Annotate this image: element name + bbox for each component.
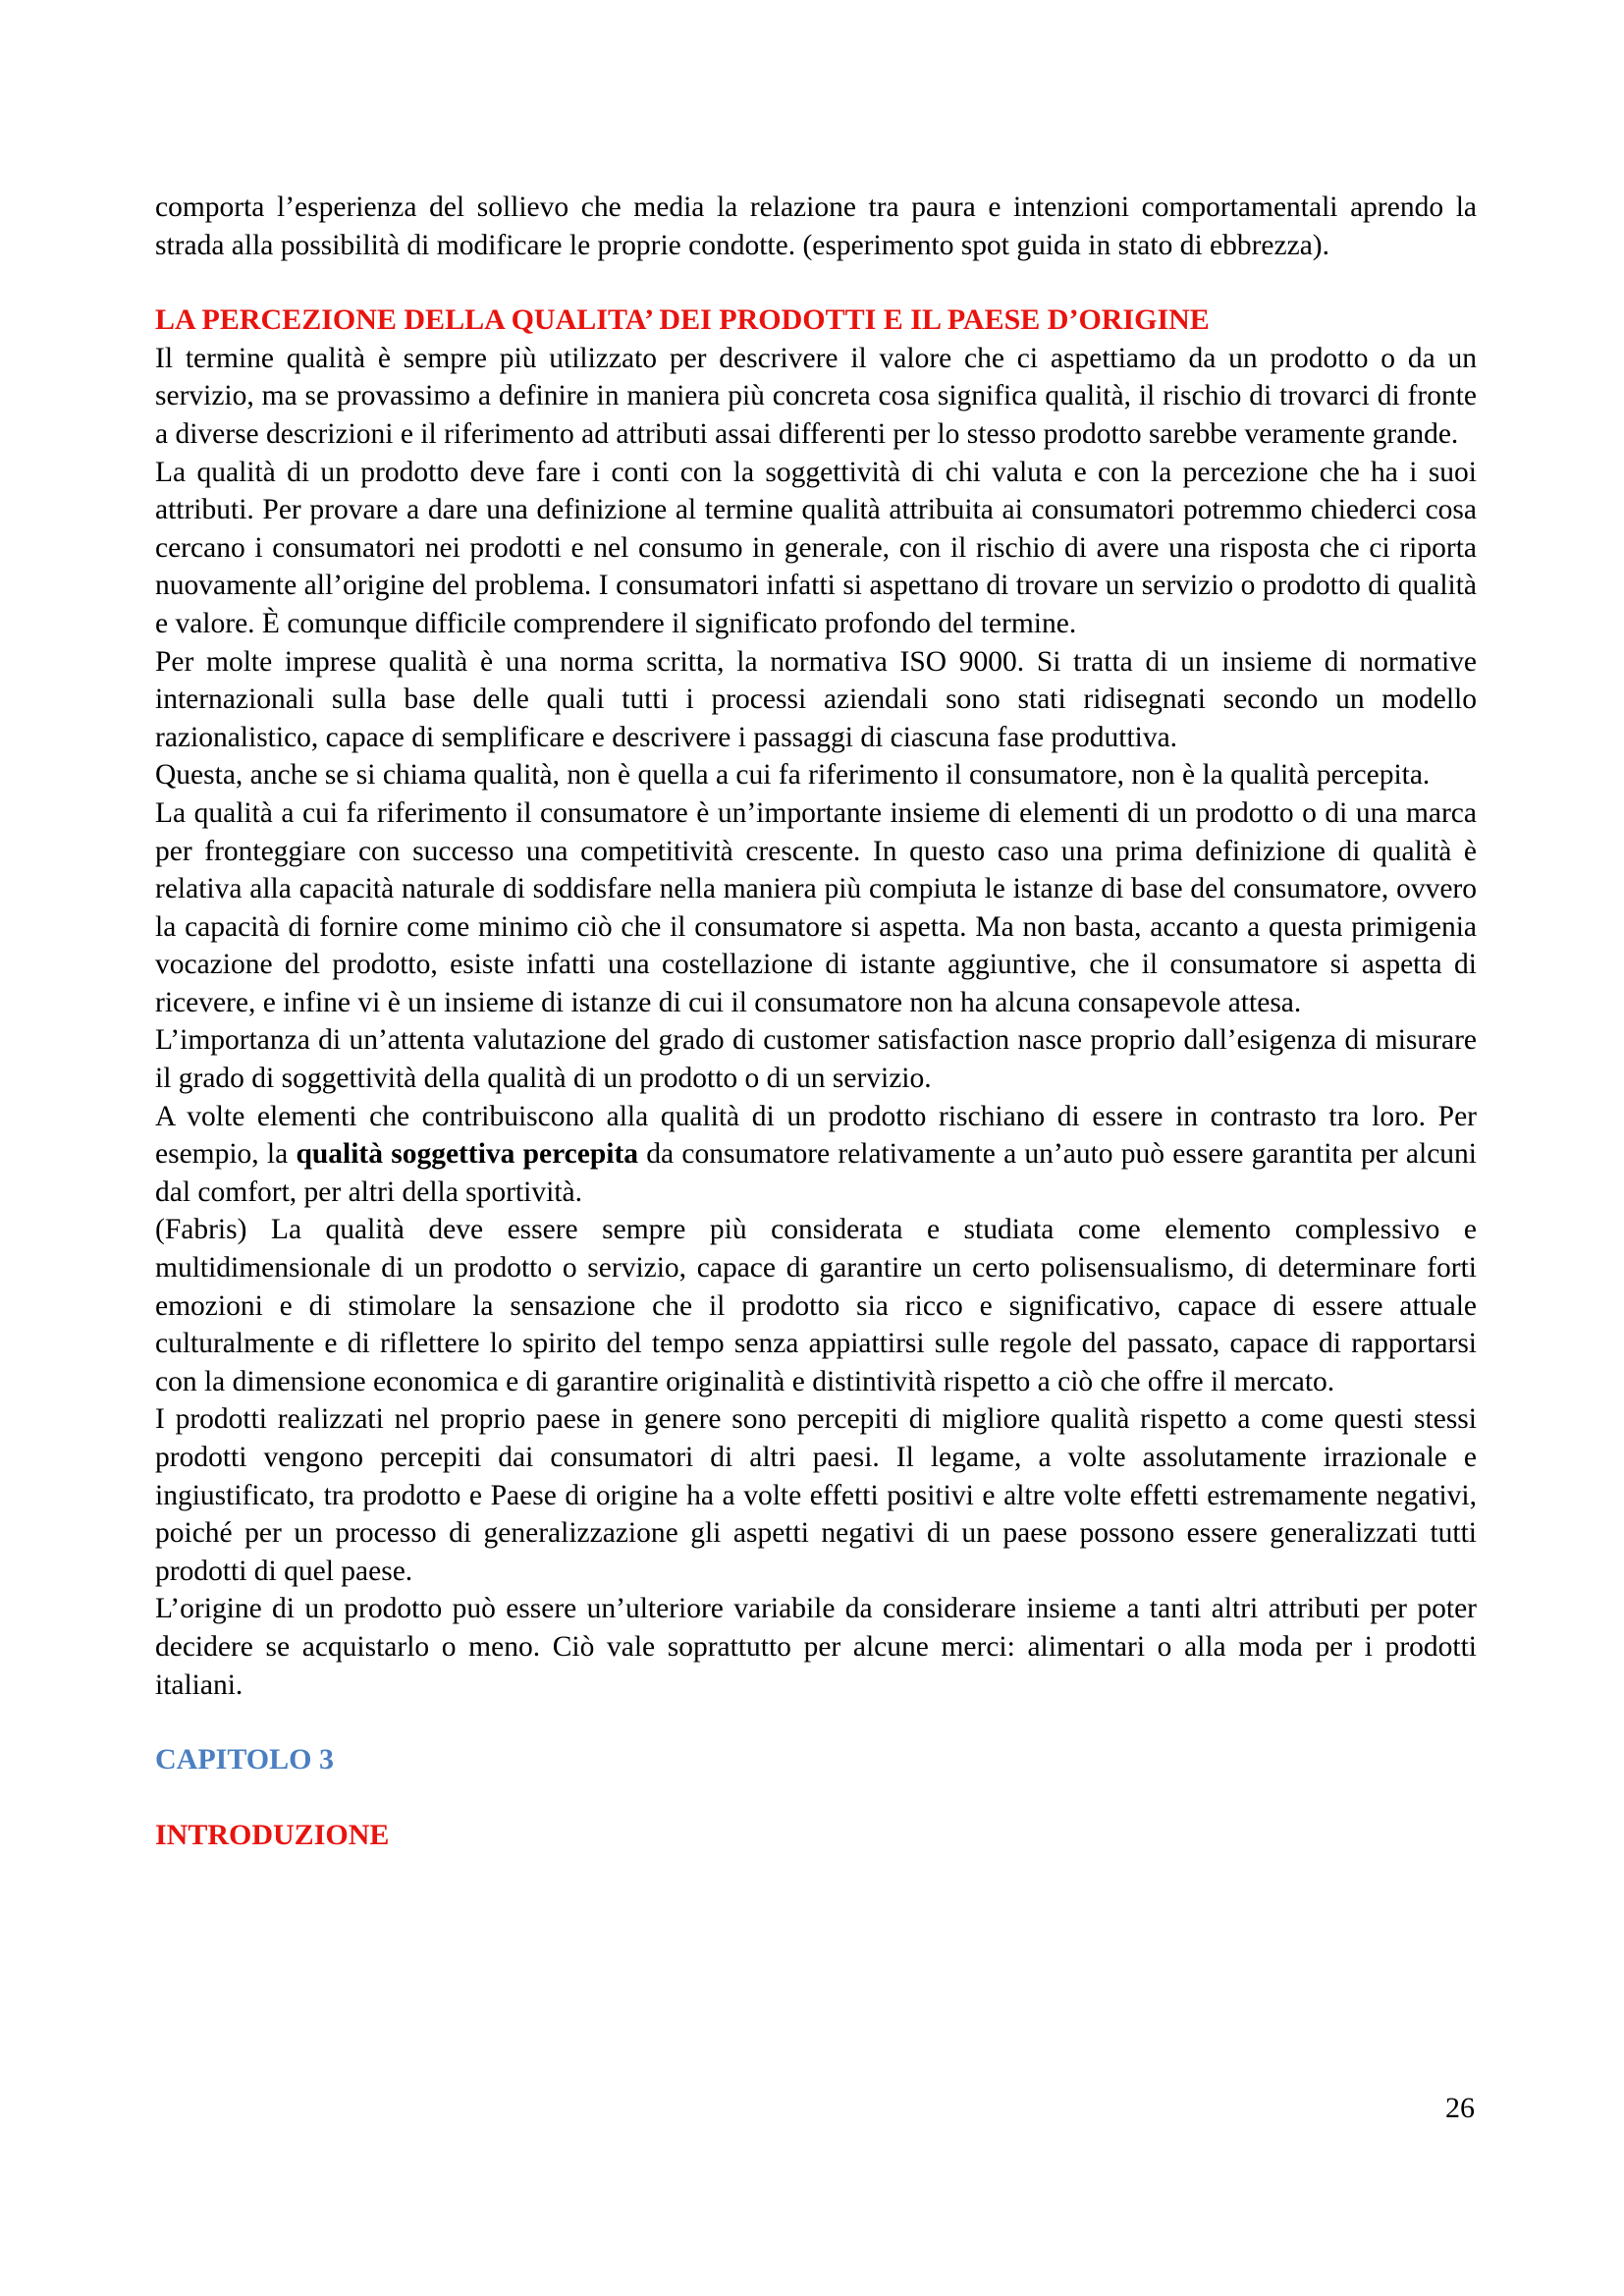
introduction-heading: INTRODUZIONE [155, 1818, 390, 1851]
body-paragraph: (Fabris) La qualità deve essere sempre più considerata e studiata come elemento complessivo e multidimensionale di un prodotto o servizio, capace di garantire un certo polisensualismo, di determinare forti emozioni e di stimolare la sensazione che il prodotto sia ricco e significativo, capace di essere attuale culturalmente e di riflettere lo spirito del tempo senza appiattirsi sulle regole del passato, capace di rapportarsi con la dimensione economica e di garantire originalità e distintività rispetto a ciò che offre il mercato. [155, 1214, 1477, 1397]
body-paragraph: L’importanza di un’attenta valutazione del grado di customer satisfaction nasce proprio dall’esigenza di misurare il grado di soggettività della qualità di un prodotto o di un servizio. [155, 1024, 1477, 1095]
body-paragraph-with-bold [155, 1098, 1477, 1212]
body-paragraph: Per molte imprese qualità è una norma scritta, la normativa ISO 9000. Si tratta di un insieme di normative internazionali sulla base delle quali tutti i processi aziendali sono stati ridisegnati secondo un modello razionalistico, capace di semplificare e descrivere i passaggi di ciascuna fase produttiva. [155, 645, 1477, 753]
bold-phrase: qualità soggettiva percepita [296, 1138, 639, 1171]
section-title: LA PERCEZIONE DELLA QUALITA’ DEI PRODOTTI E IL PAESE D’ORIGINE [155, 303, 1210, 337]
body-paragraph: I prodotti realizzati nel proprio paese in genere sono percepiti di migliore qualità rispetto a come questi stessi prodotti vengono percepiti dai consumatori di altri paesi. Il legame, a volte assolutamente irrazionale e ingiustificato, tra prodotto e Paese di origine ha a volte effetti positivi e altre volte effetti estremamente negativi, poiché per un processo di generalizzazione gli aspetti negativi di un paese possono essere generalizzati tutti prodotti di quel paese. [155, 1403, 1477, 1587]
bold-paragraph-after: da consumatore relativamente a un’auto può essere garantita per alcuni dal comfort, per altri della sportività. [155, 1138, 1477, 1208]
body-paragraph: La qualità a cui fa riferimento il consumatore è un’importante insieme di elementi di un prodotto o di una marca per fronteggiare con successo una competitività crescente. In questo caso una prima definizione di qualità è relativa alla capacità naturale di soddisfare nella maniera più compiuta le istanze di base del consumatore, ovvero la capacità di fornire come minimo ciò che il consumatore si aspetta. Ma non basta, accanto a questa primigenia vocazione del prodotto, esiste infatti una costellazione di istante aggiuntive, che il consumatore si aspetta di ricevere, e infine vi è un insieme di istanze di cui il consumatore non ha alcuna consapevole attesa. [155, 796, 1477, 1018]
page-number: 26 [1445, 2092, 1475, 2124]
body-paragraph: Questa, anche se si chiama qualità, non è quella a cui fa riferimento il consumatore, non è la qualità percepita. [155, 759, 1431, 792]
chapter-heading: CAPITOLO 3 [155, 1743, 334, 1777]
body-paragraph: La qualità di un prodotto deve fare i conti con la soggettività di chi valuta e con la percezione che ha i suoi attributi. Per provare a dare una definizione al termine qualità attribuita ai consumatori potremmo chiederci cosa cercano i consumatori nei prodotti e nel consumo in generale, con il rischio di avere una risposta che ci riporta nuovamente all’origine del problema. I consumatori infatti si aspettano di trovare un servizio o prodotto di qualità e valore. È comunque difficile comprendere il significato profondo del termine. [155, 456, 1477, 639]
bold-paragraph-before: A volte elementi che contribuiscono alla qualità di un prodotto rischiano di essere in contrasto tra loro. Per esempio, la [155, 1100, 1477, 1171]
body-paragraph: L’origine di un prodotto può essere un’ulteriore variabile da considerare insieme a tanti altri attributi per poter decidere se acquistarlo o meno. Ciò vale soprattutto per alcune merci: alimentari o alla moda per i prodotti italiani. [155, 1593, 1477, 1701]
body-paragraph: Il termine qualità è sempre più utilizzato per descrivere il valore che ci aspettiamo da un prodotto o da un servizio, ma se provassimo a definire in maniera più concreta cosa significa qualità, il rischio di trovarci di fronte a diverse descrizioni e il riferimento ad attributi assai differenti per lo stesso prodotto sarebbe veramente grande. [155, 342, 1477, 450]
top-paragraph: comporta l’esperienza del sollievo che media la relazione tra paura e intenzioni comportamentali aprendo la strada alla possibilità di modificare le proprie condotte. (esperimento spot guida in stato di ebbrezza). [155, 191, 1477, 261]
